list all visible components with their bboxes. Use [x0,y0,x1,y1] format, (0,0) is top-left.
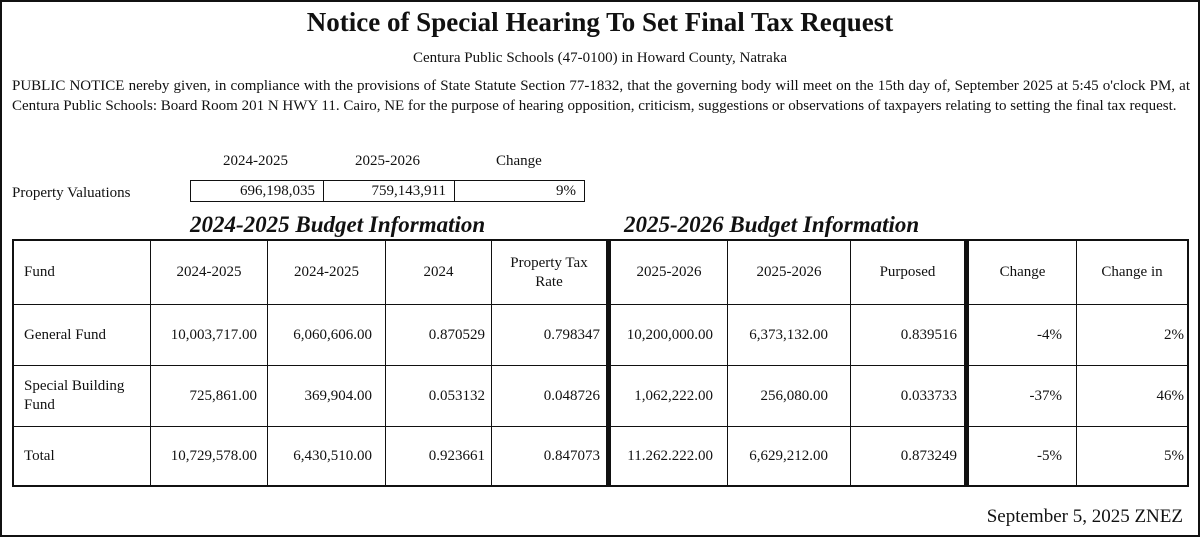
table-cell: 6,060,606.00 [293,326,372,343]
budget-table [12,239,1189,487]
publication-date: September 5, 2025 ZNEZ [986,506,1183,527]
table-cell: 725,861.00 [189,387,257,404]
table-cell: 10,003,717.00 [170,326,257,343]
table-cell: 6,629,212.00 [749,447,828,464]
property-valuations-label: Property Valuations [12,185,131,201]
column-header-fund: Fund [24,264,55,280]
valuation-header-change: Change [496,153,542,169]
table-cell: -4% [1037,326,1062,343]
column-header-2024: 2024 [423,264,454,280]
table-cell: -37% [1029,387,1062,404]
column-header-purposed: Purposed [879,264,936,280]
row-fund-special-building: Special Building Fund [24,378,125,413]
budget-heading-2025: 2025-2026 Budget Information [624,212,920,237]
table-cell: 0.033733 [900,387,957,404]
notice-body: PUBLIC NOTICE nereby given, in compliance with the provisions of State Statute Section 77-1832, that the governing body will meet on the 15th day of, September 2025 at 5:45 o'clock PM, at Centura Public Schools: Board Room 201 N HWY 11. Cairo, NE for the purpose of hearing opposition, criticism, suggestions or observations of taxpayers relating to setting the final tax request. [12,78,1190,114]
table-cell: 0.873249 [900,447,957,464]
table-cell: 0.798347 [543,326,600,343]
table-cell: 369,904.00 [304,387,372,404]
column-header-2024-2025-b: 2024-2025 [294,264,359,280]
table-cell: 0.923661 [428,447,485,464]
table-cell: 10,729,578.00 [170,447,257,464]
column-header-change-in: Change in [1101,264,1163,280]
table-cell: 46% [1156,387,1184,404]
column-header-property-tax-rate: Property Tax Rate [510,254,588,290]
table-cell: 2% [1164,326,1184,343]
notice-subtitle: Centura Public Schools (47-0100) in Howard County, Natraka [413,50,787,66]
table-cell: 256,080.00 [760,387,828,404]
table-cell: 0.847073 [543,447,600,464]
column-header-2025-2026-a: 2025-2026 [636,264,702,280]
table-cell: 10,200,000.00 [626,326,713,343]
table-cell: 1,062,222.00 [634,387,713,404]
table-cell: 0.870529 [428,326,485,343]
valuation-header-2025: 2025-2026 [355,153,420,169]
table-cell: 0.839516 [900,326,957,343]
row-fund-general: General Fund [24,326,107,343]
table-cell: 0.048726 [543,387,600,404]
row-fund-total: Total [24,447,55,464]
budget-heading-2024: 2024-2025 Budget Information [190,212,486,237]
valuation-header-2024: 2024-2025 [223,153,288,169]
table-cell: -5% [1037,447,1062,464]
table-cell: 5% [1164,447,1184,464]
table-cell: 6,373,132.00 [749,326,828,343]
notice-title: Notice of Special Hearing To Set Final Tax Request [306,7,894,37]
column-header-2025-2026-b: 2025-2026 [756,264,822,280]
table-cell: 6,430,510.00 [293,447,372,464]
column-header-change: Change [999,264,1046,280]
valuation-change-value: 9% [454,180,585,202]
table-cell: 0.053132 [428,387,485,404]
column-header-2024-2025-a: 2024-2025 [176,264,242,280]
table-cell: 11.262.222.00 [627,447,713,464]
valuation-2025-value: 759,143,911 [323,180,455,202]
valuation-2024-value: 696,198,035 [190,180,324,202]
